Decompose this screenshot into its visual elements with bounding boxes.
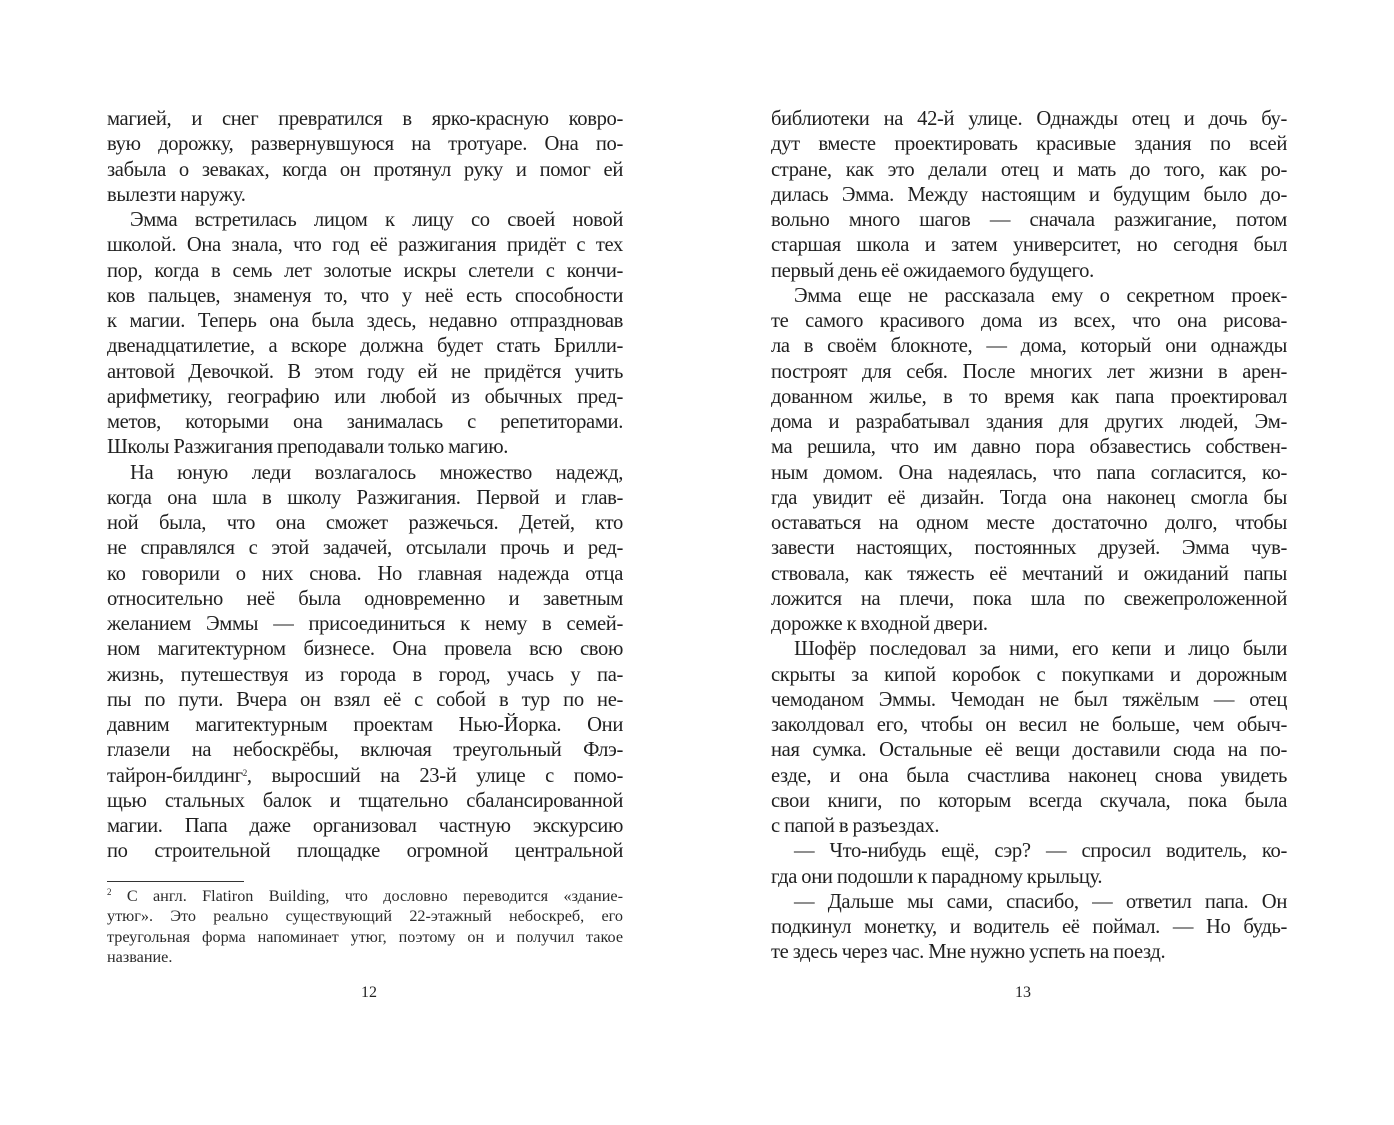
right-page — [771, 107, 1287, 966]
text-line: ложится на плечи, пока шла по свежепроложенной — [771, 587, 1287, 610]
text-line: ков пальцев, знаменуя то, что у неё есть способности — [107, 284, 623, 307]
text-line: треугольная форма напоминает утюг, поэтому он и получил такое — [107, 927, 623, 946]
text-line: название. — [107, 947, 173, 966]
left-page-body — [107, 107, 623, 865]
text-line: $^2$ С англ. Flatiron Building, что дословно переводится «здание- — [107, 887, 623, 905]
text-line: — Что-нибудь ещё, сэр? — спросил водитель, ко- — [794, 840, 1287, 863]
text-line: пы по пути. Вчера он взял её с собой в тур по не- — [107, 688, 623, 711]
page-number-left: 12 — [361, 984, 377, 1001]
text-line: те здесь через час. Мне нужно успеть на поезд. — [771, 941, 1166, 964]
text-line: дут вместе проектировать красивые здания по всей — [771, 133, 1287, 156]
text-line: те самого красивого дома из всех, что она рисова- — [771, 310, 1287, 332]
text-line: дилась Эмма. Между настоящим и будущим было до- — [771, 183, 1287, 206]
text-line: ствовала, как тяжесть её мечтаний и ожиданий папы — [771, 562, 1287, 585]
text-line: ная сумка. Остальные её вещи доставили сюда на по- — [771, 739, 1287, 762]
text-line: антовой Девочкой. В этом году ей не придётся учить — [107, 360, 623, 383]
text-line: забыла о зеваках, когда он протянул руку и помог ей — [107, 158, 623, 181]
text-line: дованном жилье, в то время как папа проектировал — [771, 385, 1287, 408]
text-line: магией, и снег превратился в ярко-красную ковро- — [107, 108, 623, 130]
text-line: ла в своём блокноте, — дома, который они однажды — [771, 335, 1287, 358]
text-line: глазели на небоскрёбы, включая треугольный Флэ- — [107, 739, 623, 762]
right-page-body — [771, 107, 1287, 966]
text-line: На юную леди возлагалось множество надежд, — [130, 461, 623, 484]
text-line: магии. Папа даже организовал частную экскурсию — [107, 815, 623, 837]
text-line: ном магитектурном бизнесе. Она провела всю свою — [107, 638, 623, 661]
text-line: ко говорили о них снова. Но главная надежда отца — [107, 562, 623, 585]
text-line: утюг». Это реально существующий 22-этажный небоскреб, его — [107, 907, 623, 926]
text-line: школой. Она знала, что год её разжигания придёт с тех — [107, 234, 623, 257]
text-line: построят для себя. После многих лет жизни в арен- — [771, 360, 1287, 383]
text-line: не справлялся с этой задачей, отсылали прочь и ред- — [107, 537, 623, 560]
text-line: свои книги, по которым всегда скучала, пока была — [771, 789, 1287, 812]
text-line: двенадцатилетие, а вскоре должна будет стать Брилли- — [107, 335, 623, 358]
text-line: гда увидит её дизайн. Тогда она наконец смогла бы — [771, 486, 1287, 509]
text-line: оставаться на одном месте достаточно долго, чтобы — [771, 512, 1287, 534]
text-line: вылезти наружу. — [107, 183, 246, 206]
text-line: щью стальных балок и тщательно сбалансированной — [107, 789, 623, 812]
footnote-divider — [107, 881, 244, 882]
text-line: метов, которыми она занималась с репетиторами. — [107, 411, 623, 433]
text-line: тайрон-билдинг$^2$, выросший на 23-й улице с помо- — [107, 764, 623, 787]
text-line: гда они подошли к парадному крыльцу. — [771, 865, 1103, 888]
text-line: заколдовал его, чтобы он весил не больше, чем обыч- — [771, 714, 1287, 736]
text-line: Школы Разжигания преподавали только магию. — [107, 436, 509, 459]
text-line: подкинул монетку, и водитель её поймал. — Но будь- — [771, 916, 1287, 938]
text-line: с папой в разъездах. — [771, 815, 940, 837]
page-number-right: 13 — [1015, 984, 1031, 1001]
text-line: вольно много шагов — сначала разжигание, потом — [771, 209, 1287, 231]
text-line: к магии. Теперь она была здесь, недавно отпраздновав — [107, 310, 623, 332]
text-line: библиотеки на 42-й улице. Однажды отец и дочь бу- — [771, 108, 1287, 130]
text-line: вую дорожку, развернувшуюся на тротуаре. Она по- — [107, 133, 623, 156]
text-line: первый день её ожидаемого будущего. — [771, 259, 1094, 282]
text-line: пор, когда в семь лет золотые искры слетели с кончи- — [107, 259, 623, 282]
footnote — [107, 886, 623, 967]
text-line: давним магитектурным проектам Нью-Йорка. Они — [107, 714, 623, 736]
text-line: старшая школа и затем университет, но сегодня был — [771, 234, 1287, 257]
text-line: чемоданом Эммы. Чемодан не был тяжёлым — отец — [771, 688, 1287, 711]
left-page — [107, 107, 623, 865]
footnote-marker: 2 — [107, 887, 112, 897]
text-line: желанием Эммы — присоединиться к нему в семей- — [107, 613, 623, 635]
text-line: относительно неё была одновременно и заветным — [107, 587, 623, 610]
text-line: когда она шла в школу Разжигания. Первой и глав- — [107, 486, 623, 509]
text-line: скрыты за кипой коробок с покупками и дорожным — [771, 663, 1287, 686]
text-line: Шофёр последовал за ними, его кепи и лицо были — [794, 638, 1287, 661]
text-line: завести настоящих, постоянных друзей. Эмма чув- — [771, 537, 1287, 560]
text-line: Эмма еще не рассказала ему о секретном проек- — [794, 284, 1287, 307]
text-line: ным домом. Она надеялась, что папа согласится, ко- — [771, 461, 1287, 484]
text-line: дома и разрабатывал здания для других людей, Эм- — [771, 411, 1287, 433]
text-line: езде, и она была счастлива наконец снова увидеть — [771, 764, 1287, 787]
text-line: стране, как это делали отец и мать до того, как ро- — [771, 158, 1287, 181]
text-line: ной была, что она сможет разжечься. Детей, кто — [107, 512, 623, 534]
text-line: арифметику, географию или любой из обычных пред- — [107, 385, 623, 408]
text-line: ма решила, что им давно пора обзавестись собствен- — [771, 436, 1287, 459]
text-line: дорожке к входной двери. — [771, 613, 988, 635]
text-line: по строительной площадке огромной центральной — [107, 840, 623, 863]
text-line: — Дальше мы сами, спасибо, — ответил папа. Он — [794, 890, 1287, 913]
footnote-reference[interactable]: 2 — [242, 767, 247, 778]
text-line: жизнь, путешествуя из города в город, учась у па- — [107, 663, 623, 686]
text-line: Эмма встретилась лицом к лицу со своей новой — [130, 209, 623, 231]
